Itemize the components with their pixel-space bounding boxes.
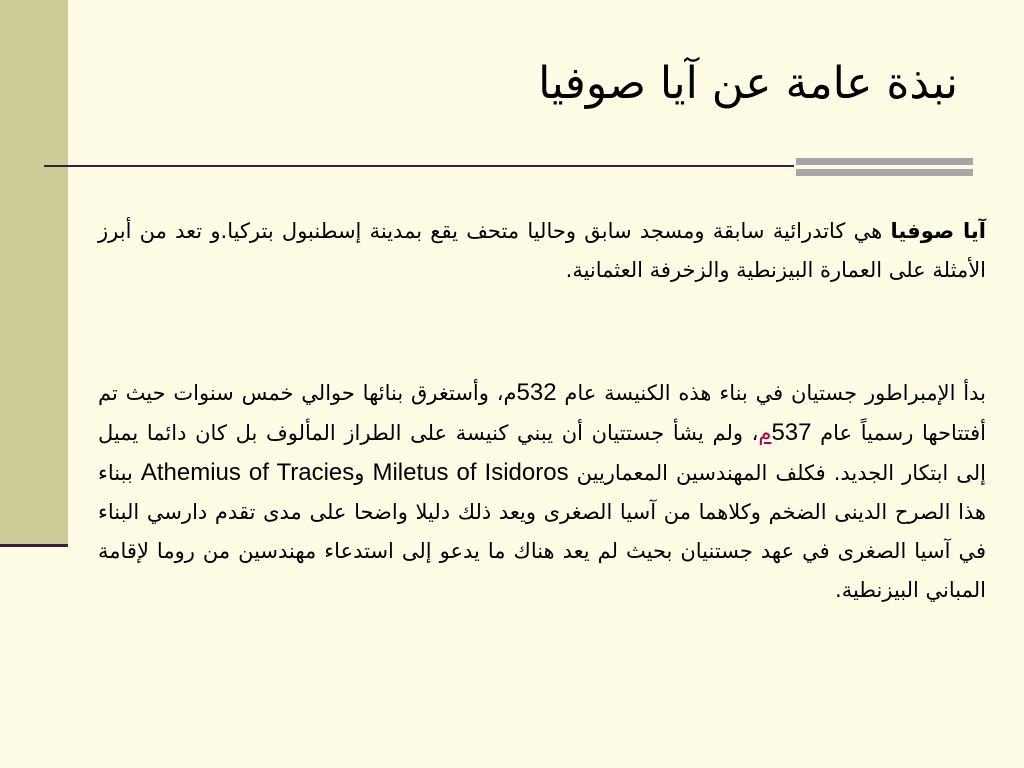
history-text-part1: بدأ الإمبراطور جستيان في بناء هذه الكنيسة عام: [556, 381, 986, 405]
history-connector: و: [354, 461, 373, 485]
architect-name-athemius: Athemius of Tracies: [140, 459, 355, 486]
intro-bold-lead: آيا صوفيا: [890, 219, 986, 243]
left-band-rule: [0, 544, 68, 547]
year-532: 532: [516, 379, 557, 406]
divider-bar-top: [796, 158, 973, 165]
architect-name-isidoros: Miletus of Isidoros: [372, 459, 569, 486]
left-decorative-band: [0, 0, 68, 544]
intro-paragraph: [98, 212, 986, 290]
history-text-part3: ، ولم يشأ جستتيان أن يبني كنيسة على الطراز المألوف بل كان دائما يميل إلى ابتكار الجديد. فكلف المهندسين المعماريين: [98, 421, 987, 485]
title-divider-line: [44, 165, 794, 167]
history-paragraph: [98, 373, 986, 610]
intro-paragraph-text: هي كاتدرائية سابقة ومسجد سابق وحاليا متحف يقع بمدينة إسطنبول بتركيا.و تعد من أبرز الأمثلة على العمارة البيزنطية والزخرفة العثمانية.: [98, 219, 986, 282]
history-text-part2: م، وأستغرق بنائها حوالي خمس سنوات حيث تم أفتتاحها رسمياً عام: [98, 381, 986, 445]
divider-bar-bottom: [796, 169, 973, 176]
year-537-suffix-link[interactable]: م: [758, 421, 772, 445]
year-537: 537: [771, 419, 812, 446]
history-text-part4: ببناء هذا الصرح الدينى الضخم وكلاهما من آسيا الصغرى ويعد ذلك دليلا واضحا على مدى تقدم دارسي البناء في آسيا الصغرى في عهد جستنيان بحيث لم يعد هناك ما يدعو إلى استدعاء مهندسين من روما لإقامة المباني البيزنطية.: [98, 461, 986, 602]
title-divider-block: [796, 158, 973, 178]
slide-title: نبذة عامة عن آيا صوفيا: [538, 58, 958, 109]
